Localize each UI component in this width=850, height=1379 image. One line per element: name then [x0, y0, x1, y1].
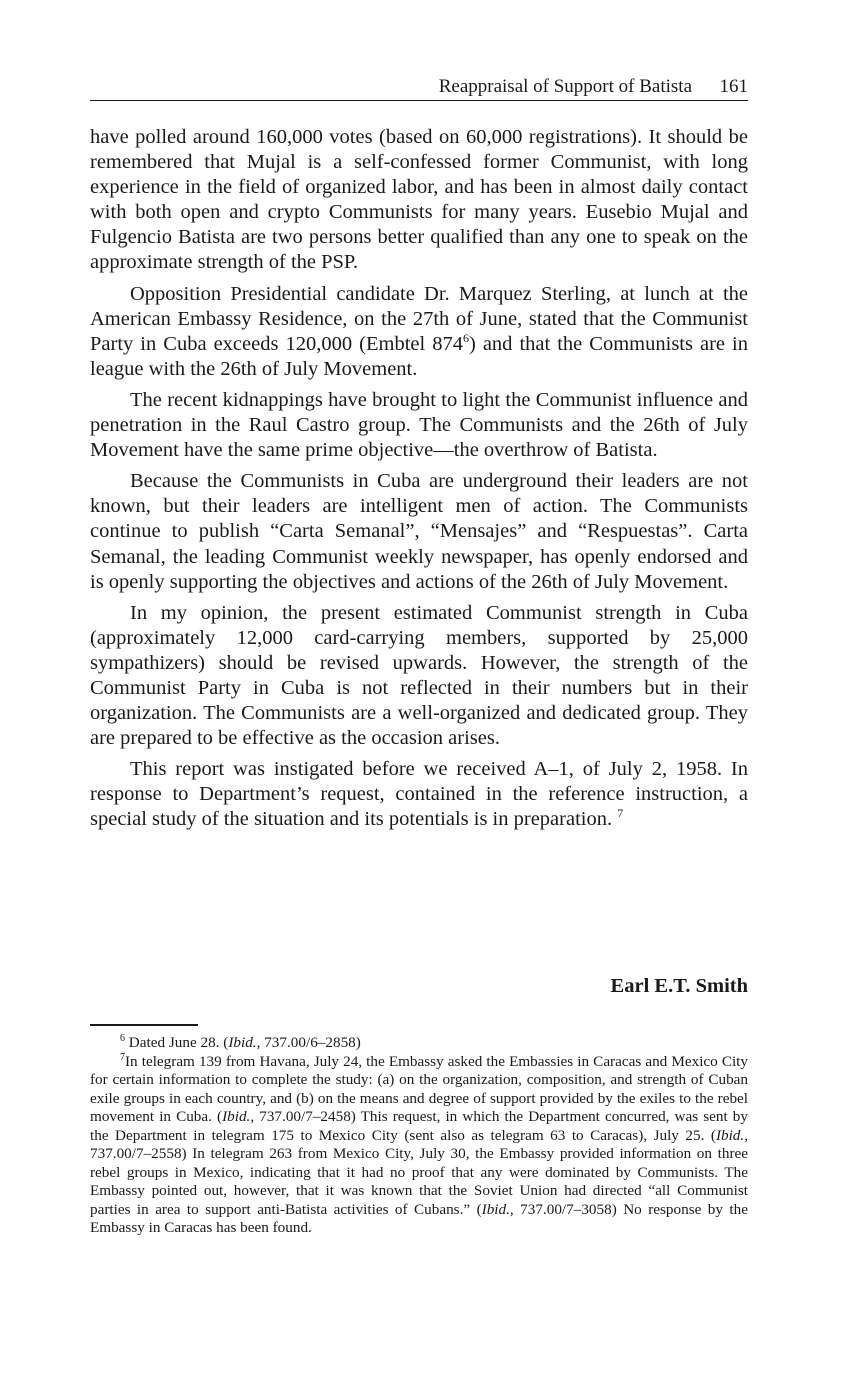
paragraph-1-text: have polled around 160,000 votes (based on 60,000 registrations). It should be remembered that Mujal is a self-confessed former Communist, with long experience in the field of organized labor, and has been in almost daily contact with both open and crypto Communists for many years. Eusebio Mujal and Fulgencio Batista are two persons better qualified than any one to speak on the approximate strength of the PSP.: [90, 126, 748, 274]
footnote-7-ibid-3: Ibid.: [481, 1200, 510, 1218]
footnote-ref-6: 6: [462, 330, 469, 345]
paragraph-2-text: Opposition Presidential candidate Dr. Marquez Sterling, at lunch at the American Embassy Residence, on the 27th of June, stated that the Communist Party in Cuba exceeds 120,000 (Embtel 874: [90, 282, 748, 355]
footnote-marker-7: 7: [120, 1051, 125, 1063]
paragraph-4-text: Because the Communists in Cuba are underground their leaders are not known, but their leaders are intelligent men of action. The Communists continue to publish “Carta Semanal”, “Mensajes” and “Respuestas”. Carta Semanal, the leading Communist weekly newspaper, has openly endorsed and is openly supporting the objectives and actions of the 26th of July Movement.: [90, 470, 748, 593]
paragraph-2-text-end: ) and that the Communists are in league with the 26th of July Movement.: [90, 332, 748, 380]
footnote-7-text-4: , 737.00/7–3058) No response by the Embassy in Caracas has been found.: [90, 1200, 748, 1236]
footnote-7-ibid-2: Ibid.: [715, 1126, 745, 1144]
footnote-divider: [90, 1024, 198, 1026]
page-number: 161: [719, 76, 748, 97]
footnote-7: [90, 1053, 748, 1238]
paragraph-4: [90, 469, 748, 594]
footnote-6: [90, 1034, 748, 1053]
paragraph-2: [90, 282, 748, 382]
footnote-marker-6: 6: [120, 1032, 125, 1044]
footnote-6-text-end: , 737.00/6–2858): [256, 1034, 361, 1051]
body-text: [90, 125, 748, 839]
footnotes: [90, 1034, 748, 1238]
footnote-6-text: Dated June 28. (: [128, 1034, 229, 1051]
paragraph-5: [90, 601, 748, 752]
footnote-7-text-3: , 737.00/7–2558) In telegram 263 from Mexico City, July 30, the Embassy provided information on three rebel groups in Mexico, indicating that it had no proof that any were dominated by Communists. The Embassy pointed out, however, that it was known that the Soviet Union had directed “all Communist parties in area to support anti-Batista activities of Cubans.” (: [90, 1126, 748, 1218]
running-head: [90, 74, 748, 101]
paragraph-5-text: In my opinion, the present estimated Communist strength in Cuba (approximately 12,000 card-carrying members, supported by 25,000 sympathizers) should be revised upwards. However, the strength of the Communist Party in Cuba is not reflected in their numbers but in their organization. The Communists are a well-organized and dedicated group. They are prepared to be effective as the occasion arises.: [90, 601, 748, 750]
paragraph-6: [90, 757, 748, 832]
footnote-7-text-2: , 737.00/7–2458) This request, in which the Department concurred, was sent by the Department in telegram 175 to Mexico City (sent also as telegram 63 to Caracas), July 25. (: [90, 1108, 748, 1144]
footnote-6-ibid: Ibid.: [228, 1034, 257, 1051]
footnote-ref-7: 7: [617, 806, 624, 821]
signature: Earl E.T. Smith: [610, 975, 748, 997]
paragraph-1: [90, 125, 748, 276]
footnote-7-text-1: In telegram 139 from Havana, July 24, the Embassy asked the Embassies in Caracas and Mexico City for certain information to complete the study: (a) on the organization, composition, and strength of Cuban exile groups in each country, and (b) on the means and degree of support provided by the exiles to the rebel movement in Cuba. (: [90, 1052, 748, 1125]
running-head-title: Reappraisal of Support of Batista: [438, 76, 692, 97]
footnote-7-ibid-1: Ibid.: [222, 1108, 251, 1125]
paragraph-3-text: The recent kidnappings have brought to light the Communist influence and penetration in the Raul Castro group. The Communists and the 26th of July Movement have the same prime objective—the overthrow of Batista.: [90, 388, 748, 462]
paragraph-3: [90, 388, 748, 463]
paragraph-6-text: This report was instigated before we received A–1, of July 2, 1958. In response to Department’s request, contained in the reference instruction, a special study of the situation and its potentials is in preparation.: [90, 758, 748, 831]
